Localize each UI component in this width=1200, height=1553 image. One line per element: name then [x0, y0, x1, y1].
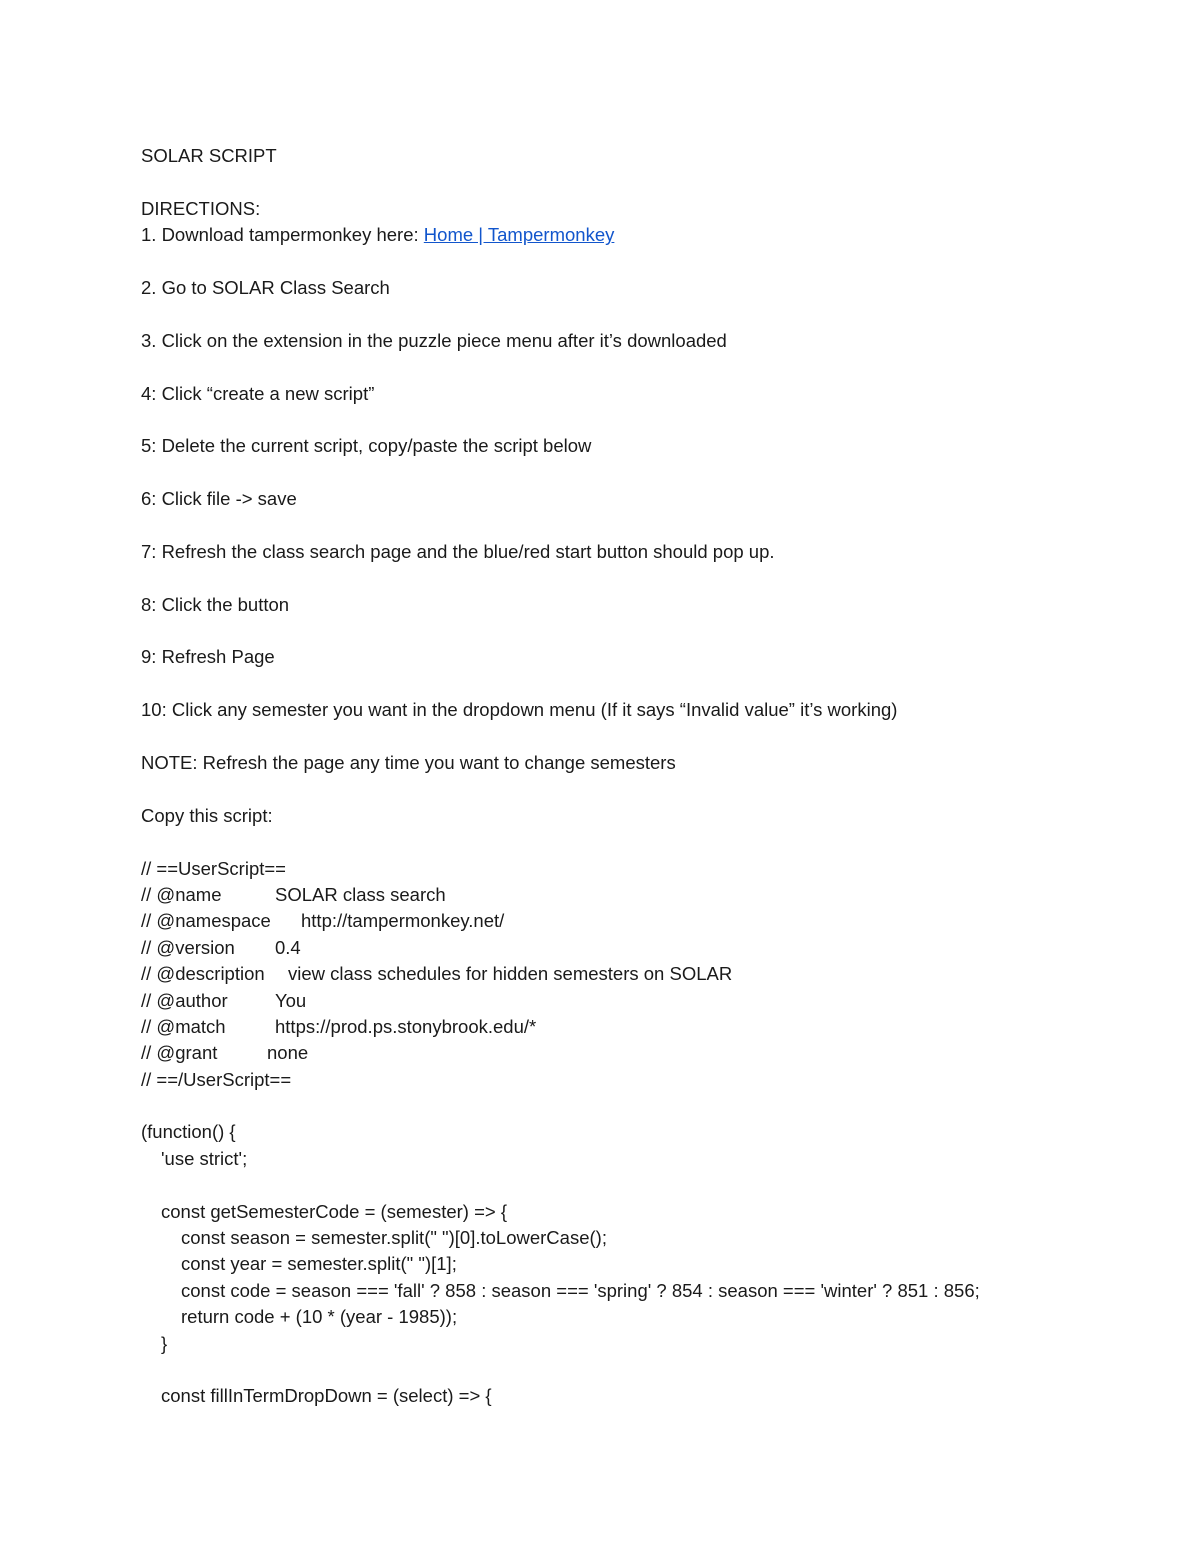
tampermonkey-home-link[interactable]: Home | Tampermonkey [423, 224, 615, 246]
meta-author [141, 988, 1101, 1014]
code-line-5: const year = semester.split(" ")[1]; [181, 1253, 457, 1275]
document-body [141, 143, 1101, 1410]
meta-key: // @version [141, 936, 235, 958]
step-10: 10: Click any semester you want in the dropdown menu (If it says “Invalid value” it’s working) [141, 699, 898, 721]
code-line-2: 'use strict'; [161, 1147, 248, 1169]
step-1-text: 1. Download tampermonkey here: [141, 224, 424, 246]
code-line-3: const getSemesterCode = (semester) => { [161, 1200, 508, 1222]
meta-value: none [267, 1042, 309, 1064]
meta-value: 0.4 [275, 936, 301, 958]
step-9: 9: Refresh Page [141, 646, 275, 668]
step-4: 4: Click “create a new script” [141, 382, 375, 404]
meta-namespace [141, 908, 1101, 934]
meta-match [141, 1014, 1101, 1040]
meta-value: You [275, 989, 307, 1011]
step-2: 2. Go to SOLAR Class Search [141, 276, 390, 298]
copy-script-label: Copy this script: [141, 804, 273, 826]
code-line-6: const code = season === 'fall' ? 858 : season === 'spring' ? 854 : season === 'winter' ? 851 : 856; [181, 1279, 980, 1301]
meta-key: // @grant [141, 1042, 218, 1064]
meta-name [141, 882, 1101, 908]
step-8: 8: Click the button [141, 593, 290, 615]
code-line-1: (function() { [141, 1121, 236, 1143]
code-line-7: return code + (10 * (year - 1985)); [181, 1306, 458, 1328]
meta-key: // @namespace [141, 910, 271, 932]
step-3: 3. Click on the extension in the puzzle piece menu after it’s downloaded [141, 329, 727, 351]
meta-grant [141, 1040, 1101, 1066]
script-code-block [141, 856, 1101, 1410]
userscript-open: // ==UserScript== [141, 857, 286, 879]
meta-version [141, 935, 1101, 961]
meta-key: // @author [141, 989, 228, 1011]
meta-key: // @match [141, 1015, 226, 1037]
meta-value: SOLAR class search [275, 883, 446, 905]
meta-value: view class schedules for hidden semesters on SOLAR [288, 963, 733, 985]
meta-value: http://tampermonkey.net/ [301, 910, 505, 932]
document-title: SOLAR SCRIPT [141, 145, 277, 166]
meta-key: // @description [141, 963, 265, 985]
code-line-8: } [161, 1332, 168, 1354]
code-line-9: const fillInTermDropDown = (select) => { [161, 1385, 492, 1407]
step-1 [141, 222, 1101, 248]
meta-key: // @name [141, 883, 222, 905]
userscript-close: // ==/UserScript== [141, 1068, 292, 1090]
note-text: NOTE: Refresh the page any time you want to change semesters [141, 751, 676, 773]
step-5: 5: Delete the current script, copy/paste the script below [141, 435, 592, 457]
step-6: 6: Click file -> save [141, 488, 297, 510]
meta-value: https://prod.ps.stonybrook.edu/* [275, 1015, 537, 1037]
step-7: 7: Refresh the class search page and the blue/red start button should pop up. [141, 540, 775, 562]
code-line-4: const season = semester.split(" ")[0].toLowerCase(); [181, 1227, 607, 1249]
meta-description [141, 961, 1101, 987]
directions-heading: DIRECTIONS: [141, 197, 261, 219]
